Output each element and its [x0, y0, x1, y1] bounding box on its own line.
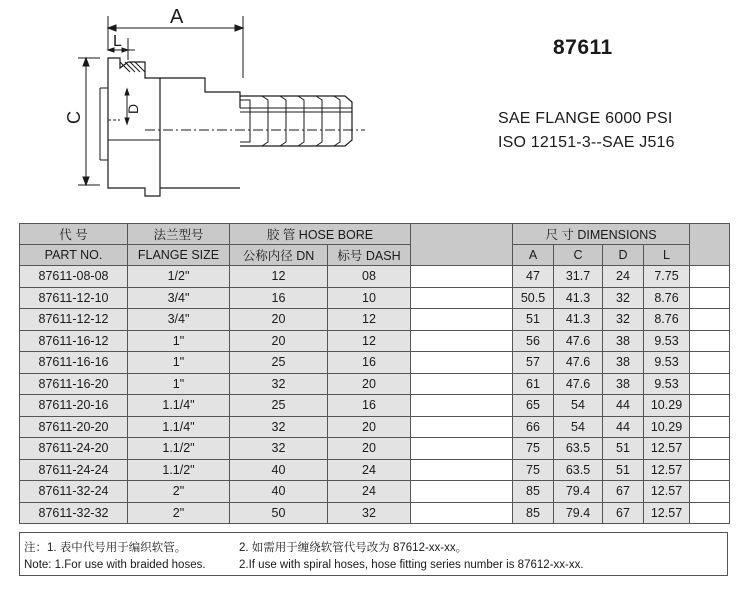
header-flange-cn: 法兰型号	[128, 224, 230, 245]
part-no-cell: 87611-24-24	[20, 459, 128, 481]
flange-size-cell: 1.1/2"	[128, 459, 230, 481]
blank-cell-right	[690, 481, 730, 503]
dim-l-cell: 12.57	[644, 502, 690, 524]
dash-cell: 24	[328, 481, 411, 503]
dim-d-cell: 67	[603, 502, 644, 524]
header-code-en: PART NO.	[20, 245, 128, 266]
dim-a-cell: 85	[513, 502, 554, 524]
dash-cell: 12	[328, 309, 411, 331]
dn-cell: 20	[230, 309, 328, 331]
flange-size-cell: 2"	[128, 502, 230, 524]
notes-box	[19, 532, 728, 576]
blank-cell	[411, 459, 513, 481]
dim-label-a: A	[170, 6, 184, 28]
dash-cell: 32	[328, 502, 411, 524]
flange-size-cell: 1.1/4"	[128, 416, 230, 438]
dim-l-cell: 9.53	[644, 330, 690, 352]
table-row	[20, 266, 730, 288]
blank-cell-right	[690, 309, 730, 331]
blank-cell-right	[690, 502, 730, 524]
table-row	[20, 395, 730, 417]
model-number: 87611	[553, 36, 613, 59]
dash-cell: 10	[328, 287, 411, 309]
flange-size-cell: 1"	[128, 352, 230, 374]
blank-cell-right	[690, 266, 730, 288]
table-row	[20, 416, 730, 438]
blank-cell	[411, 502, 513, 524]
header-col-c: C	[554, 245, 603, 266]
dim-d-cell: 38	[603, 330, 644, 352]
dim-d-cell: 38	[603, 373, 644, 395]
dn-cell: 40	[230, 481, 328, 503]
blank-cell-right	[690, 459, 730, 481]
dim-c-cell: 79.4	[554, 502, 603, 524]
note-en-2: 2.If use with spiral hoses, hose fitting series number is 87612-xx-xx.	[239, 559, 584, 571]
blank-cell	[411, 287, 513, 309]
dim-d-cell: 44	[603, 395, 644, 417]
note-en-1: Note: 1.For use with braided hoses.	[24, 559, 206, 571]
part-no-cell: 87611-16-20	[20, 373, 128, 395]
dim-c-cell: 41.3	[554, 309, 603, 331]
note-cn-1: 注：1. 表中代号用于编织软管。	[24, 542, 187, 554]
dim-a-cell: 65	[513, 395, 554, 417]
table-row	[20, 309, 730, 331]
dim-label-l: L	[113, 33, 122, 50]
part-no-cell: 87611-20-20	[20, 416, 128, 438]
blank-cell	[411, 416, 513, 438]
flange-size-cell: 1.1/4"	[128, 395, 230, 417]
flange-size-cell: 1/2"	[128, 266, 230, 288]
blank-cell	[411, 330, 513, 352]
dim-c-cell: 47.6	[554, 373, 603, 395]
dim-a-cell: 50.5	[513, 287, 554, 309]
flange-size-cell: 3/4"	[128, 287, 230, 309]
dim-d-cell: 51	[603, 438, 644, 460]
dim-a-cell: 66	[513, 416, 554, 438]
flange-size-cell: 1.1/2"	[128, 438, 230, 460]
header-spacer	[411, 224, 513, 266]
blank-cell-right	[690, 395, 730, 417]
dim-d-cell: 44	[603, 416, 644, 438]
dn-cell: 40	[230, 459, 328, 481]
dn-cell: 16	[230, 287, 328, 309]
dim-c-cell: 54	[554, 395, 603, 417]
header-spacer-right	[690, 224, 730, 266]
dim-c-cell: 41.3	[554, 287, 603, 309]
dim-l-cell: 8.76	[644, 309, 690, 331]
table-row	[20, 459, 730, 481]
dim-c-cell: 63.5	[554, 438, 603, 460]
blank-cell-right	[690, 330, 730, 352]
dim-l-cell: 12.57	[644, 459, 690, 481]
header-col-a: A	[513, 245, 554, 266]
part-no-cell: 87611-20-16	[20, 395, 128, 417]
note-row-cn	[24, 539, 468, 555]
blank-cell-right	[690, 373, 730, 395]
dim-d-cell: 51	[603, 459, 644, 481]
table-row	[20, 438, 730, 460]
flange-size-cell: 2"	[128, 481, 230, 503]
blank-cell	[411, 373, 513, 395]
dn-cell: 32	[230, 373, 328, 395]
dim-d-cell: 24	[603, 266, 644, 288]
table-row	[20, 330, 730, 352]
dim-d-cell: 32	[603, 309, 644, 331]
dim-c-cell: 54	[554, 416, 603, 438]
blank-cell	[411, 352, 513, 374]
note-row-en	[24, 559, 584, 571]
dim-l-cell: 10.29	[644, 395, 690, 417]
dash-cell: 12	[328, 330, 411, 352]
spec-line-2: ISO 12151-3--SAE J516	[498, 134, 675, 151]
dim-a-cell: 56	[513, 330, 554, 352]
dn-cell: 20	[230, 330, 328, 352]
header-code-cn: 代 号	[20, 224, 128, 245]
header-col-d: D	[603, 245, 644, 266]
dim-d-cell: 38	[603, 352, 644, 374]
dn-cell: 25	[230, 352, 328, 374]
dn-cell: 25	[230, 395, 328, 417]
blank-cell-right	[690, 287, 730, 309]
flange-size-cell: 1"	[128, 373, 230, 395]
header-hose-bore: 胶 管 HOSE BORE	[230, 224, 411, 245]
dim-c-cell: 79.4	[554, 481, 603, 503]
part-no-cell: 87611-32-32	[20, 502, 128, 524]
dim-label-c: C	[64, 111, 84, 124]
dim-l-cell: 12.57	[644, 481, 690, 503]
part-no-cell: 87611-16-16	[20, 352, 128, 374]
dim-a-cell: 57	[513, 352, 554, 374]
dash-cell: 24	[328, 459, 411, 481]
header-dn: 公称内径 DN	[230, 245, 328, 266]
blank-cell-right	[690, 438, 730, 460]
dash-cell: 20	[328, 438, 411, 460]
dn-cell: 50	[230, 502, 328, 524]
dim-a-cell: 47	[513, 266, 554, 288]
header-flange-en: FLANGE SIZE	[128, 245, 230, 266]
blank-cell	[411, 309, 513, 331]
part-no-cell: 87611-24-20	[20, 438, 128, 460]
table-row	[20, 481, 730, 503]
dim-a-cell: 75	[513, 459, 554, 481]
dim-l-cell: 12.57	[644, 438, 690, 460]
blank-cell-right	[690, 352, 730, 374]
dim-d-cell: 67	[603, 481, 644, 503]
dim-l-cell: 7.75	[644, 266, 690, 288]
part-no-cell: 87611-16-12	[20, 330, 128, 352]
dim-d-cell: 32	[603, 287, 644, 309]
dash-cell: 20	[328, 416, 411, 438]
dash-cell: 16	[328, 352, 411, 374]
dn-cell: 32	[230, 438, 328, 460]
blank-cell-right	[690, 416, 730, 438]
flange-size-cell: 3/4"	[128, 309, 230, 331]
dim-c-cell: 47.6	[554, 352, 603, 374]
part-no-cell: 87611-12-12	[20, 309, 128, 331]
note-cn-2: 2. 如需用于缠绕软管代号改为 87612-xx-xx。	[239, 542, 468, 554]
dim-l-cell: 10.29	[644, 416, 690, 438]
flange-size-cell: 1"	[128, 330, 230, 352]
dim-a-cell: 61	[513, 373, 554, 395]
dim-c-cell: 63.5	[554, 459, 603, 481]
spec-line-1: SAE FLANGE 6000 PSI	[498, 110, 673, 127]
dim-l-cell: 8.76	[644, 287, 690, 309]
blank-cell	[411, 395, 513, 417]
dim-c-cell: 31.7	[554, 266, 603, 288]
part-no-cell: 87611-32-24	[20, 481, 128, 503]
dim-a-cell: 75	[513, 438, 554, 460]
dim-l-cell: 9.53	[644, 352, 690, 374]
dn-cell: 12	[230, 266, 328, 288]
table-row	[20, 373, 730, 395]
header-dimensions: 尺 寸 DIMENSIONS	[513, 224, 690, 245]
dim-c-cell: 47.6	[554, 330, 603, 352]
part-no-cell: 87611-08-08	[20, 266, 128, 288]
blank-cell	[411, 438, 513, 460]
dash-cell: 20	[328, 373, 411, 395]
part-no-cell: 87611-12-10	[20, 287, 128, 309]
dim-label-d: D	[125, 103, 141, 114]
dim-l-cell: 9.53	[644, 373, 690, 395]
blank-cell	[411, 266, 513, 288]
table-row	[20, 502, 730, 524]
table-row	[20, 352, 730, 374]
dn-cell: 32	[230, 416, 328, 438]
blank-cell	[411, 481, 513, 503]
dim-a-cell: 85	[513, 481, 554, 503]
dim-a-cell: 51	[513, 309, 554, 331]
table-row	[20, 287, 730, 309]
header-col-l: L	[644, 245, 690, 266]
header-dash: 标号 DASH	[328, 245, 411, 266]
dash-cell: 08	[328, 266, 411, 288]
dimensions-table	[19, 223, 730, 524]
dash-cell: 16	[328, 395, 411, 417]
